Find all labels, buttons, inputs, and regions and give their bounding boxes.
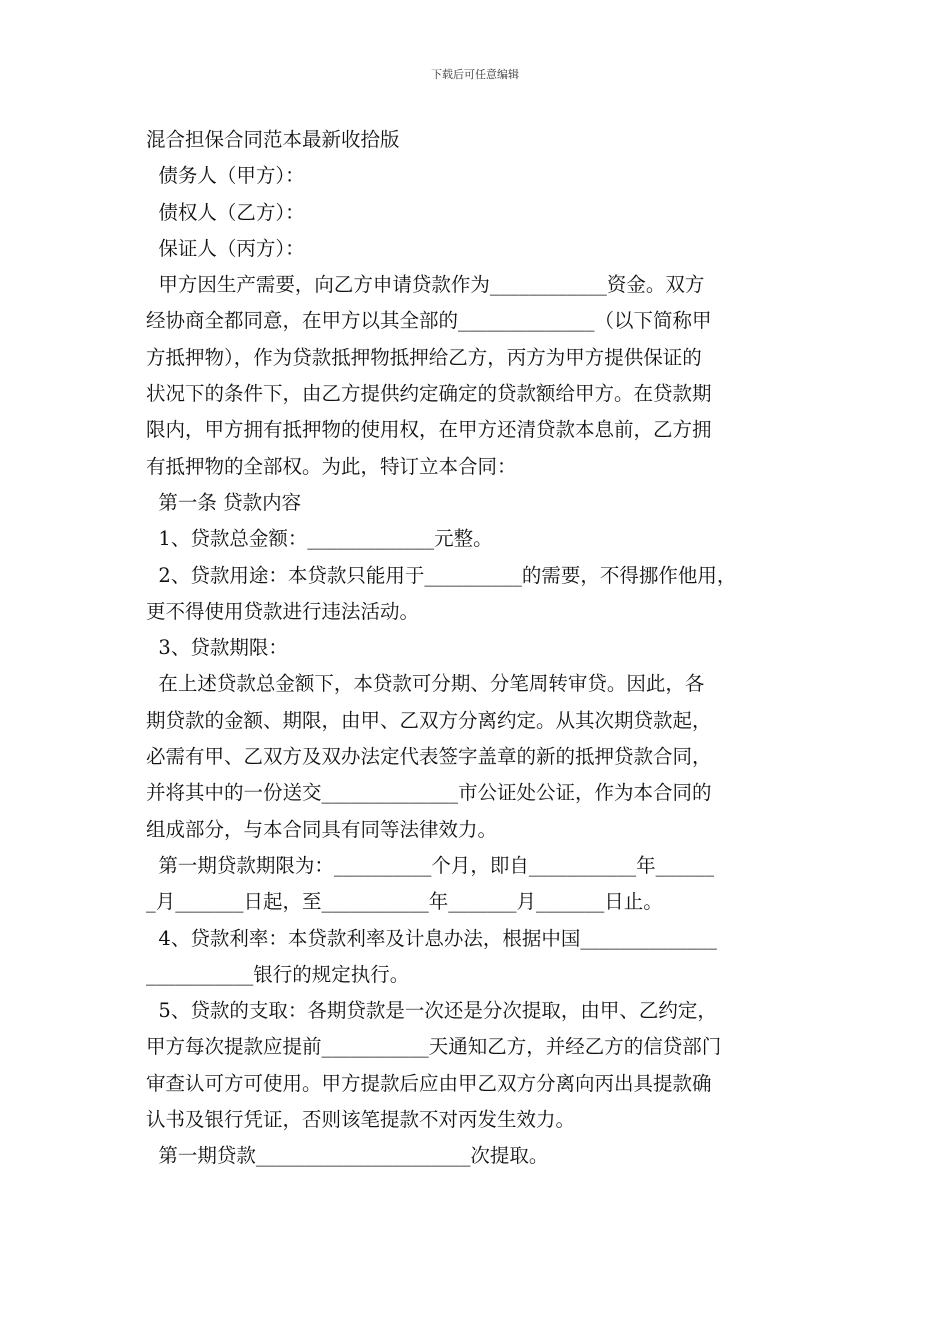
document-line: 甲方每次提款应提前___________天通知乙方，并经乙方的信贷部门 xyxy=(146,1035,722,1059)
document-line: 方抵押物），作为贷款抵押物抵押给乙方，丙方为甲方提供保证的 xyxy=(146,345,702,369)
document-title: 混合担保合同范本最新收拾版 xyxy=(146,128,400,151)
document-line: 经协商全都同意，在甲方以其全部的______________（以下简称甲 xyxy=(146,309,712,333)
page-header: 下载后可任意编辑 xyxy=(431,68,519,81)
document-line: 债权人（乙方）： xyxy=(146,200,305,224)
document-line: 第一期贷款期限为：__________个月，即自___________年______ xyxy=(146,853,715,877)
document-line: 第一期贷款______________________次提取。 xyxy=(146,1144,549,1168)
document-line: 债务人（甲方）： xyxy=(146,164,305,188)
document-line: 在上述贷款总金额下，本贷款可分期、分笔周转审贷。因此，各 xyxy=(146,672,705,696)
document-line: _月_______日起，至___________年_______月_______日止。 xyxy=(146,890,663,914)
document-line: 更不得使用贷款进行违法活动。 xyxy=(146,599,420,623)
document-line: 审查认可方可使用。甲方提款后应由甲乙双方分离向丙出具提款确 xyxy=(146,1071,712,1095)
document-line: 1、贷款总金额：_____________元整。 xyxy=(146,527,493,551)
document-body xyxy=(146,122,810,1175)
document-line: 有抵押物的全部权。为此，特订立本合同： xyxy=(146,454,517,478)
document-line: 认书及银行凭证，否则该笔提款不对丙发生效力。 xyxy=(146,1108,576,1132)
document-line: 3、贷款期限： xyxy=(146,636,288,660)
document-line: 并将其中的一份送交______________市公证处公证，作为本合同的 xyxy=(146,781,712,805)
document-line: ___________银行的规定执行。 xyxy=(146,962,410,986)
document-line: 2、贷款用途：本贷款只能用于__________的需要，不得挪作他用， xyxy=(146,563,737,587)
document-line: 限内，甲方拥有抵押物的使用权，在甲方还清贷款本息前，乙方拥 xyxy=(146,418,712,442)
document-line: 甲方因生产需要，向乙方申请贷款作为____________资金。双方 xyxy=(146,273,705,297)
document-line: 4、贷款利率：本贷款利率及计息办法，根据中国______________ xyxy=(146,926,717,950)
document-line: 期贷款的金额、期限，由甲、乙双方分离约定。从其次期贷款起， xyxy=(146,708,712,732)
document-line: 必需有甲、乙双方及双办法定代表签字盖章的新的抵押贷款合同， xyxy=(146,745,712,769)
document-line: 保证人（丙方）： xyxy=(146,236,305,260)
document-line: 状况下的条件下，由乙方提供约定确定的贷款额给甲方。在贷款期 xyxy=(146,382,712,406)
document-line: 5、贷款的支取：各期贷款是一次还是分次提取，由甲、乙约定， xyxy=(146,999,717,1023)
document-line: 组成部分，与本合同具有同等法律效力。 xyxy=(146,817,498,841)
document-line: 第一条 贷款内容 xyxy=(146,490,302,514)
document-lines xyxy=(146,158,810,1174)
